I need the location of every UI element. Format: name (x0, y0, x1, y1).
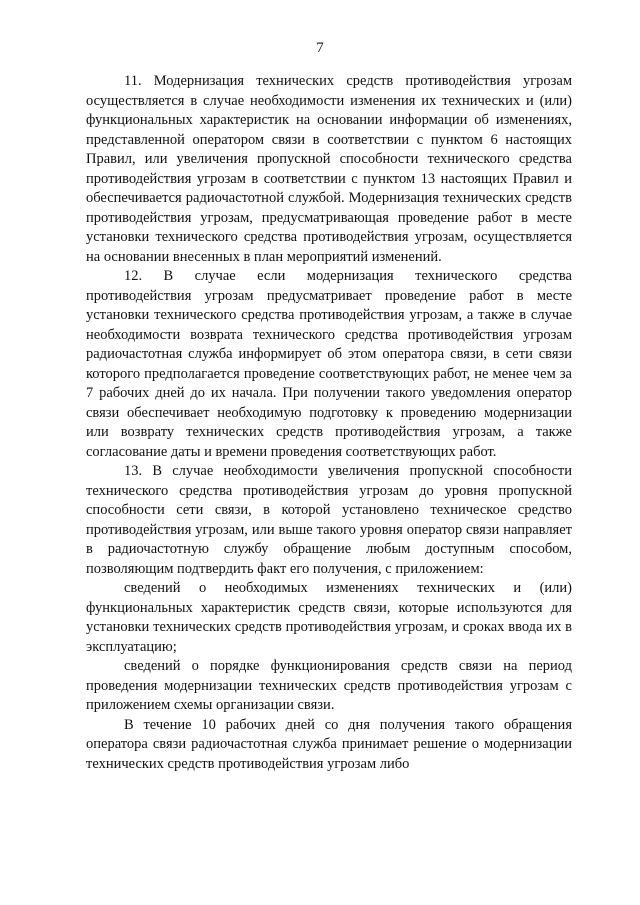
paragraph-11: 11. Модернизация технических средств противодействия угрозам осуществляется в случае необходимости изменения их технических и (или) функциональных характеристик на основании информации об изменениях, представленной оператором связи в соответствии с пунктом 6 настоящих Правил, или увеличения пропускной способности технического средства противодействия угрозам в соответствии с пунктом 13 настоящих Правил и обеспечивается радиочастотной службой. Модернизация технических средств противодействия угрозам, предусматривающая проведение работ в месте установки технического средства противодействия угрозам, осуществляется на основании внесенных в план мероприятий изменений. (86, 73, 572, 265)
document-body (86, 72, 572, 774)
paragraph-13-item-1: сведений о необходимых изменениях технических и (или) функциональных характеристик средств связи, которые используются для установки технических средств противодействия угрозам, и сроках ввода их в эксплуатацию; (86, 580, 572, 655)
paragraph-13: 13. В случае необходимости увеличения пропускной способности технического средства противодействия угрозам до уровня пропускной способности сети связи, в которой установлено техническое средство противодействия угрозам, или выше такого уровня оператор связи направляет в радиочастотную службу обращение любым доступным способом, позволяющим подтвердить факт его получения, с приложением: (86, 463, 572, 577)
paragraph-13-decision: В течение 10 рабочих дней со дня получения такого обращения оператора связи радиочастотная служба принимает решение о модернизации технических средств противодействия угрозам либо (86, 716, 572, 772)
page-number: 7 (316, 40, 324, 56)
paragraph-13-item-2: сведений о порядке функционирования средств связи на период проведения модернизации технических средств противодействия угрозам с приложением схемы организации связи. (86, 658, 572, 713)
paragraph-12: 12. В случае если модернизация технического средства противодействия угрозам предусматривает проведение работ в месте установки технического средства противодействия угрозам, а также в случае необходимости возврата технического средства противодействия угрозам радиочастотная служба информирует об этом оператора связи, в сети связи которого предполагается проведение соответствующих работ, не менее чем за 7 рабочих дней до их начала. При получении такого уведомления оператор связи обеспечивает необходимую подготовку к проведению модернизации или возврату технических средств противодействия угрозам, а также согласование даты и времени проведения соответствующих работ. (86, 268, 572, 460)
